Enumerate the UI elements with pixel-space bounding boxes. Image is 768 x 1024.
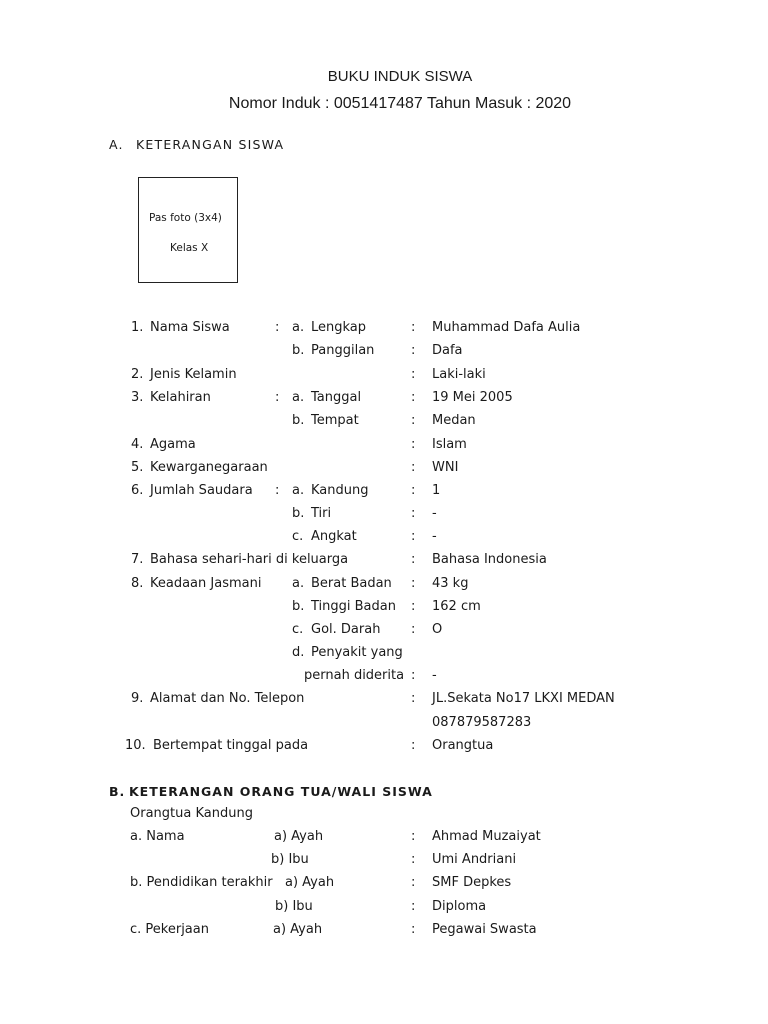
- row-sub-label: Berat Badan: [311, 576, 392, 591]
- row-value: Dafa: [432, 343, 463, 358]
- row-number: 5.: [131, 460, 144, 475]
- row-colon: :: [411, 390, 416, 405]
- row-label: Kelahiran: [150, 390, 211, 405]
- row-sub-label: Tanggal: [311, 390, 362, 405]
- row-value: Orangtua: [432, 738, 494, 753]
- row-value: -: [432, 506, 437, 521]
- row-colon: :: [275, 390, 280, 405]
- parent-relation: a) Ayah: [274, 829, 324, 844]
- row-colon: :: [411, 413, 416, 428]
- row-number: 6.: [131, 483, 144, 498]
- row-sub-label: Tinggi Badan: [311, 599, 396, 614]
- row-value: Muhammad Dafa Aulia: [432, 320, 581, 335]
- parent-relation: b) Ibu: [275, 899, 313, 914]
- row-colon: :: [411, 622, 416, 637]
- parents-subheading: Orangtua Kandung: [130, 806, 253, 821]
- row-sub-letter: a.: [292, 483, 305, 498]
- row-sub-letter: c.: [292, 622, 304, 637]
- row-colon: :: [411, 460, 416, 475]
- row-sub-letter: b.: [292, 413, 305, 428]
- row-sub-letter: c.: [292, 529, 304, 544]
- row-colon: :: [411, 599, 416, 614]
- row-colon: :: [411, 738, 416, 753]
- row-sub-label: Penyakit yang: [311, 645, 403, 660]
- row-colon: :: [411, 922, 416, 937]
- section-b-letter: B.: [109, 784, 126, 799]
- row-sub-letter: d.: [292, 645, 305, 660]
- parent-relation: b) Ibu: [271, 852, 309, 867]
- row-number: 8.: [131, 576, 144, 591]
- row-number: 7.: [131, 552, 144, 567]
- photo-label: Pas foto (3x4): [149, 212, 222, 224]
- row-sub-letter: b.: [292, 599, 305, 614]
- parent-value: Diploma: [432, 899, 487, 914]
- row-colon: :: [411, 829, 416, 844]
- row-label: Kewarganegaraan: [150, 460, 268, 475]
- photo-class-label: Kelas X: [170, 242, 209, 254]
- row-colon: :: [411, 875, 416, 890]
- row-value: JL.Sekata No17 LKXI MEDAN: [432, 691, 615, 706]
- row-sub-label: Tiri: [311, 506, 332, 521]
- section-a-letter: A.: [109, 137, 124, 152]
- parent-relation: a) Ayah: [285, 875, 335, 890]
- parent-field-label: a. Nama: [130, 829, 185, 844]
- row-value: -: [432, 668, 437, 683]
- row-number: 9.: [131, 691, 144, 706]
- row-sub-label: Panggilan: [311, 343, 375, 358]
- row-number: 4.: [131, 437, 144, 452]
- parent-value: SMF Depkes: [432, 875, 512, 890]
- parent-value: Umi Andriani: [432, 852, 517, 867]
- parent-field-label: b. Pendidikan terakhir: [130, 875, 273, 890]
- row-colon: :: [411, 367, 416, 382]
- row-label: Jenis Kelamin: [150, 367, 237, 382]
- section-a-title: KETERANGAN SISWA: [136, 137, 285, 152]
- row-label: Nama Siswa: [150, 320, 230, 335]
- row-colon: :: [411, 437, 416, 452]
- row-sub-label: pernah diderita: [304, 668, 405, 683]
- row-label: Alamat dan No. Telepon: [150, 691, 305, 706]
- row-value: O: [432, 622, 443, 637]
- row-value: Medan: [432, 413, 476, 428]
- row-colon: :: [411, 668, 416, 683]
- row-colon: :: [411, 552, 416, 567]
- row-colon: :: [275, 320, 280, 335]
- row-value: -: [432, 529, 437, 544]
- row-sub-label: Gol. Darah: [311, 622, 381, 637]
- row-sub-label: Tempat: [311, 413, 359, 428]
- parent-relation: a) Ayah: [273, 922, 323, 937]
- row-value: 162 cm: [432, 599, 481, 614]
- row-value: 19 Mei 2005: [432, 390, 513, 405]
- parent-field-label: c. Pekerjaan: [130, 922, 209, 937]
- photo-placeholder: [138, 177, 238, 283]
- row-value: 1: [432, 483, 441, 498]
- row-label: Bahasa sehari-hari di keluarga: [150, 552, 349, 567]
- row-sub-label: Kandung: [311, 483, 369, 498]
- row-colon: :: [411, 320, 416, 335]
- row-colon: :: [411, 506, 416, 521]
- page-subtitle: Nomor Induk : 0051417487 Tahun Masuk : 2020: [228, 95, 572, 112]
- parent-value: Pegawai Swasta: [432, 922, 537, 937]
- row-colon: :: [411, 529, 416, 544]
- section-b-title: KETERANGAN ORANG TUA/WALI SISWA: [129, 784, 433, 799]
- row-colon: :: [411, 576, 416, 591]
- parent-value: Ahmad Muzaiyat: [432, 829, 541, 844]
- row-sub-label: Angkat: [311, 529, 357, 544]
- row-number: 2.: [131, 367, 144, 382]
- row-number: 3.: [131, 390, 144, 405]
- row-value: Laki-laki: [432, 367, 486, 382]
- row-colon: :: [411, 899, 416, 914]
- row-colon: :: [275, 483, 280, 498]
- row-colon: :: [411, 483, 416, 498]
- row-value: Bahasa Indonesia: [432, 552, 547, 567]
- row-label: Bertempat tinggal pada: [153, 738, 309, 753]
- row-sub-letter: b.: [292, 343, 305, 358]
- row-label: Keadaan Jasmani: [150, 576, 262, 591]
- row-number: 10.: [125, 738, 146, 753]
- row-value: 43 kg: [432, 576, 469, 591]
- row-value: 087879587283: [432, 715, 532, 730]
- row-value: WNI: [432, 460, 459, 475]
- row-label: Jumlah Saudara: [150, 483, 253, 498]
- row-colon: :: [411, 852, 416, 867]
- page-title: BUKU INDUK SISWA: [327, 68, 473, 85]
- row-sub-label: Lengkap: [311, 320, 367, 335]
- row-sub-letter: a.: [292, 576, 305, 591]
- row-label: Agama: [150, 437, 196, 452]
- row-number: 1.: [131, 320, 144, 335]
- row-sub-letter: b.: [292, 506, 305, 521]
- row-value: Islam: [432, 437, 467, 452]
- row-sub-letter: a.: [292, 390, 305, 405]
- row-colon: :: [411, 691, 416, 706]
- row-colon: :: [411, 343, 416, 358]
- row-sub-letter: a.: [292, 320, 305, 335]
